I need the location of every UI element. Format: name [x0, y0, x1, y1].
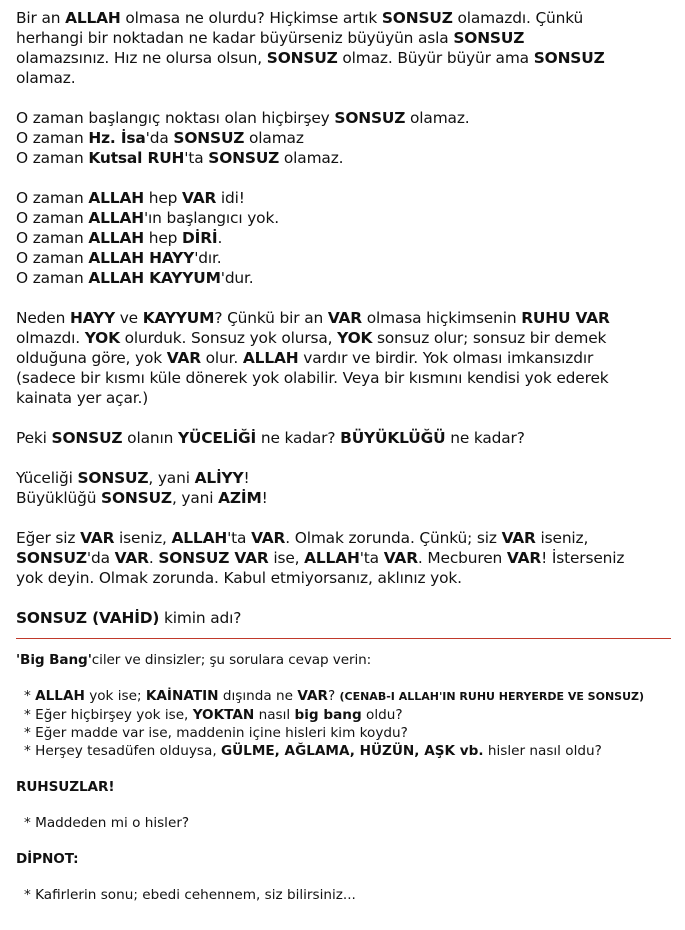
bold-text: SONSUZ VAR [158, 549, 269, 567]
text-line [16, 548, 676, 568]
bold-text: KAİNATIN [145, 688, 219, 704]
bold-text: SONSUZ [16, 549, 87, 567]
bold-text: VAR [327, 309, 363, 327]
bold-text: HAYY [69, 309, 115, 327]
list-item [24, 814, 676, 832]
plain-text: Yüceliği [16, 469, 78, 487]
plain-text: . Mecburen [417, 549, 507, 567]
bold-text: RUHU VAR [521, 309, 610, 327]
text-line [16, 68, 676, 88]
plain-text: * Kafirlerin sonu; ebedi cehennem, siz bilirsiniz... [24, 887, 356, 903]
bold-text: ALLAH [35, 688, 85, 704]
plain-text: olduğuna göre, yok [16, 349, 167, 367]
plain-text: 'ta [184, 149, 209, 167]
plain-text: olmaz. Büyür büyür ama [337, 49, 534, 67]
heading-ruhsuzlar [16, 778, 676, 796]
bold-text: 'Big Bang' [16, 652, 92, 668]
bold-text: ALLAH HAYY [88, 249, 195, 267]
plain-text: O zaman [16, 229, 89, 247]
text-line [16, 488, 676, 508]
bold-text: ALLAH [88, 229, 144, 247]
plain-text: iseniz, [535, 529, 589, 547]
plain-text: dışında ne [218, 688, 298, 704]
plain-text: O zaman [16, 149, 89, 167]
text-line [16, 148, 676, 168]
paragraph-7 [16, 528, 676, 588]
plain-text: olamazdı. Çünkü [452, 9, 584, 27]
plain-text: olmazdı. [16, 329, 85, 347]
list-item [24, 687, 676, 706]
dipnot-list [16, 886, 676, 904]
bold-text: VAR [182, 189, 217, 207]
text-line [16, 228, 676, 248]
plain-text: 'ta [227, 529, 252, 547]
bold-text: KAYYUM [142, 309, 215, 327]
bold-text: SONSUZ [173, 129, 245, 147]
paragraph-1 [16, 8, 676, 88]
bold-text: SONSUZ [51, 429, 123, 447]
text-line [16, 528, 676, 548]
text-line [16, 308, 676, 328]
bold-text: SONSUZ [334, 109, 406, 127]
list-item [24, 724, 676, 742]
plain-text: ciler ve dinsizler; şu sorulara cevap verin: [91, 652, 372, 668]
plain-text: ne kadar? [256, 429, 341, 447]
text-line [16, 248, 676, 268]
bold-text: SONSUZ [453, 29, 525, 47]
text-line [16, 608, 676, 628]
paragraph-8 [16, 608, 676, 628]
plain-text: olanın [122, 429, 178, 447]
plain-text: * Eğer madde var ise, maddenin içine hisleri kim koydu? [24, 725, 408, 741]
plain-text: ne kadar? [445, 429, 525, 447]
plain-text: Bir an [16, 9, 66, 27]
plain-text: hisler nasıl oldu? [483, 743, 602, 759]
text-line [16, 428, 676, 448]
plain-text: O zaman [16, 209, 89, 227]
bold-text: Kutsal RUH [88, 149, 185, 167]
bold-text: big bang [294, 707, 362, 723]
plain-text: olmasa hiçkimsenin [362, 309, 522, 327]
plain-text: kainata yer açar.) [16, 389, 149, 407]
bold-text: YOK [337, 329, 373, 347]
plain-text: olamaz [244, 129, 304, 147]
bold-text: DİRİ [182, 229, 218, 247]
plain-text: nasıl [254, 707, 295, 723]
paragraph-4 [16, 308, 676, 408]
plain-text: . [148, 549, 159, 567]
plain-text: 'dur. [220, 269, 254, 287]
plain-text: O zaman başlangıç noktası olan hiçbirşey [16, 109, 335, 127]
text-line [16, 368, 676, 388]
plain-text: O zaman [16, 249, 89, 267]
bold-text: ALLAH [171, 529, 228, 547]
plain-text: sonsuz olur; sonsuz bir demek [372, 329, 607, 347]
plain-text: Eğer siz [16, 529, 81, 547]
plain-text: 'da [86, 549, 115, 567]
bold-text: VAR [251, 529, 286, 547]
plain-text: , yani [171, 489, 219, 507]
heading-text: RUHSUZLAR! [16, 779, 115, 795]
bold-text: SONSUZ [101, 489, 172, 507]
plain-text: * Herşey tesadüfen olduysa, [24, 743, 221, 759]
text-line [16, 188, 676, 208]
plain-text: (sadece bir kısmı küle dönerek yok olabilir. Veya bir kısmını kendisi yok ederek [16, 369, 609, 387]
plain-text: ? Çünkü bir an [214, 309, 328, 327]
bold-text: ALLAH [304, 549, 360, 567]
bold-text: Hz. İsa [88, 129, 146, 147]
text-line [16, 388, 676, 408]
bold-text: ALLAH [65, 9, 121, 27]
plain-text: , yani [148, 469, 195, 487]
text-line [16, 28, 676, 48]
paragraph-3 [16, 188, 676, 288]
bold-text: SONSUZ [208, 149, 280, 167]
bold-text: GÜLME, AĞLAMA, HÜZÜN, AŞK vb. [220, 743, 484, 759]
paragraph-6 [16, 468, 676, 508]
plain-text: ! [243, 469, 250, 487]
plain-text: . Olmak zorunda. Çünkü; siz [285, 529, 502, 547]
text-line [16, 651, 676, 669]
plain-text: ve [114, 309, 143, 327]
red-divider [16, 638, 671, 639]
plain-text: olamaz. [405, 109, 470, 127]
text-line [16, 8, 676, 28]
text-line [16, 48, 676, 68]
plain-text: ! [261, 489, 268, 507]
plain-text: olur. [200, 349, 243, 367]
plain-text: Büyüklüğü [16, 489, 102, 507]
plain-text: olamaz. [279, 149, 344, 167]
bold-text: ALLAH [88, 209, 144, 227]
plain-text: 'da [145, 129, 174, 147]
bold-text: SONSUZ (VAHİD) [16, 609, 160, 627]
plain-text: iseniz, [114, 529, 172, 547]
bold-text: YÜCELİĞİ [177, 429, 257, 447]
list-item-note: (CENAB-I ALLAH'IN RUHU HERYERDE VE SONSUZ) [339, 690, 645, 703]
plain-text: O zaman [16, 269, 89, 287]
plain-text: herhangi bir noktadan ne kadar büyürseniz büyüyün asla [16, 29, 454, 47]
bold-text: VAR [297, 688, 328, 704]
bold-text: VAR [114, 549, 149, 567]
plain-text: Peki [16, 429, 52, 447]
text-line [16, 328, 676, 348]
plain-text: idi! [216, 189, 245, 207]
bold-text: VAR [501, 529, 536, 547]
plain-text: 'dır. [194, 249, 222, 267]
bold-text: BÜYÜKLÜĞÜ [340, 429, 446, 447]
text-line [16, 348, 676, 368]
list-item [24, 706, 676, 724]
ruhsuzlar-list [16, 814, 676, 832]
plain-text: Neden [16, 309, 70, 327]
plain-text: ise, [268, 549, 305, 567]
plain-text: ? [327, 688, 340, 704]
heading-dipnot [16, 850, 676, 868]
text-line [16, 128, 676, 148]
plain-text: O zaman [16, 129, 89, 147]
bold-text: YOKTAN [192, 707, 255, 723]
plain-text: olamazsınız. Hız ne olursa olsun, [16, 49, 267, 67]
bold-text: ALLAH [242, 349, 299, 367]
plain-text: kimin adı? [159, 609, 242, 627]
text-line [16, 208, 676, 228]
plain-text: olamaz. [16, 69, 76, 87]
bold-text: SONSUZ [381, 9, 453, 27]
plain-text: yok ise; [84, 688, 146, 704]
paragraph-2 [16, 108, 676, 168]
plain-text: hep [143, 229, 182, 247]
paragraph-5 [16, 428, 676, 448]
bold-text: SONSUZ [77, 469, 149, 487]
questions-intro [16, 651, 676, 669]
plain-text: yok deyin. Olmak zorunda. Kabul etmiyorsanız, aklınız yok. [16, 569, 462, 587]
list-item [24, 886, 676, 904]
bold-text: VAR [166, 349, 201, 367]
bold-text: ALLAH [88, 189, 144, 207]
plain-text: vardır ve birdir. Yok olması imkansızdır [298, 349, 594, 367]
bold-text: SONSUZ [266, 49, 338, 67]
plain-text: olurduk. Sonsuz yok olursa, [119, 329, 338, 347]
plain-text: * [24, 688, 36, 704]
heading-text: DİPNOT: [16, 851, 79, 867]
bold-text: SONSUZ [533, 49, 605, 67]
bold-text: VAR [383, 549, 418, 567]
plain-text: . [217, 229, 223, 247]
text-line [16, 468, 676, 488]
plain-text: O zaman [16, 189, 89, 207]
plain-text: * Maddeden mi o hisler? [24, 815, 190, 831]
text-line [16, 568, 676, 588]
bold-text: ALİYY [194, 469, 244, 487]
plain-text: oldu? [361, 707, 403, 723]
document-page [16, 8, 676, 922]
plain-text: 'ta [359, 549, 384, 567]
bold-text: ALLAH KAYYUM [88, 269, 221, 287]
questions-list [16, 687, 676, 760]
plain-text: hep [143, 189, 182, 207]
bold-text: VAR [506, 549, 542, 567]
list-item-text [24, 688, 339, 704]
plain-text: ! İsterseniz [541, 549, 625, 567]
plain-text: olmasa ne olurdu? Hiçkimse artık [120, 9, 382, 27]
bold-text: YOK [84, 329, 120, 347]
plain-text: 'ın başlangıcı yok. [143, 209, 279, 227]
plain-text: * Eğer hiçbirşey yok ise, [24, 707, 193, 723]
bold-text: VAR [80, 529, 115, 547]
text-line [16, 268, 676, 288]
bold-text: AZİM [218, 489, 262, 507]
text-line [16, 108, 676, 128]
list-item [24, 742, 676, 760]
